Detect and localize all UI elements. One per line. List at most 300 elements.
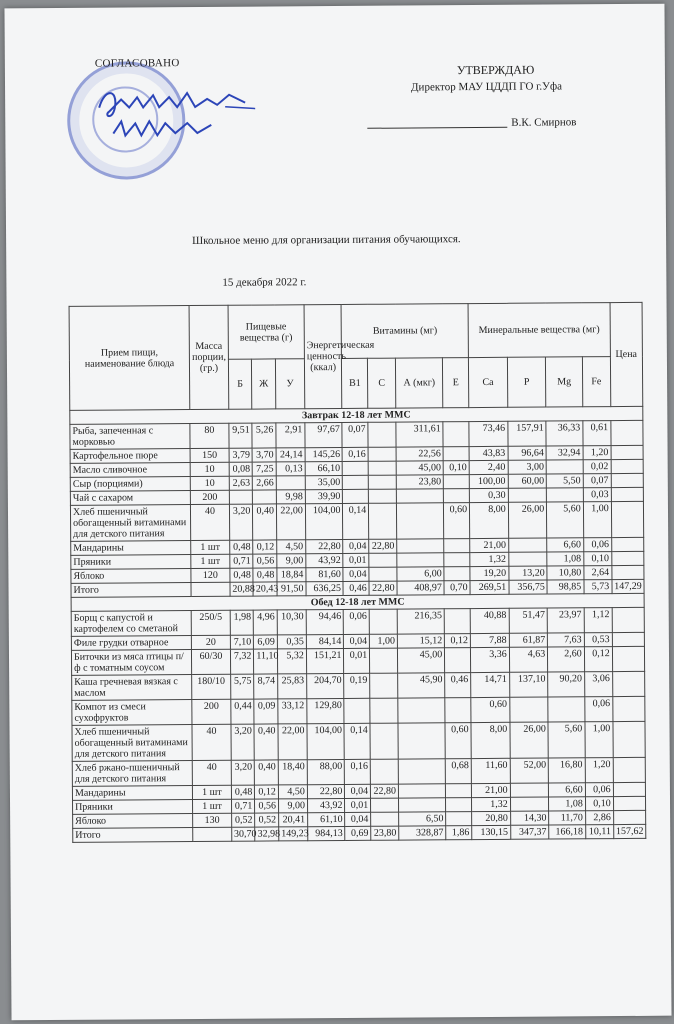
table-cell: 9,00 — [278, 799, 307, 813]
dish-name: Филе грудки отварное — [71, 636, 191, 651]
table-cell: 0,35 — [277, 635, 306, 649]
table-cell: 311,61 — [396, 422, 443, 447]
table-cell — [611, 551, 643, 565]
table-cell: 0,61 — [583, 421, 611, 446]
table-cell: 98,85 — [547, 580, 584, 594]
dish-name: Борщ с капустой и картофелем со сметаной — [71, 611, 191, 637]
dish-name: Пряники — [73, 800, 193, 815]
table-cell — [371, 798, 399, 812]
table-cell: 147,29 — [612, 579, 644, 593]
table-cell: 20,41 — [279, 813, 308, 827]
table-cell — [446, 798, 472, 812]
table-cell: 157,62 — [613, 824, 645, 838]
table-cell — [445, 648, 471, 673]
dish-name: Каша гречневая вязкая с маслом — [72, 675, 192, 701]
table-cell: 157,91 — [508, 421, 547, 446]
col-meal-name: Прием пищи, наименование блюда — [69, 306, 190, 411]
dish-name: Яблоко — [71, 569, 191, 584]
table-cell: 0,12 — [445, 634, 471, 648]
table-cell: 0,06 — [583, 538, 611, 552]
table-cell — [397, 503, 444, 539]
table-cell — [613, 757, 645, 782]
table-cell: 22,80 — [369, 539, 397, 553]
table-cell: 6,00 — [397, 567, 444, 581]
table-cell: 40 — [192, 724, 231, 760]
table-cell — [446, 812, 472, 826]
table-cell — [369, 489, 397, 503]
table-cell: 43,92 — [307, 798, 345, 812]
table-cell: 22,80 — [306, 539, 344, 553]
table-cell — [508, 552, 547, 566]
table-cell — [613, 796, 645, 810]
table-cell: 43,83 — [469, 446, 508, 460]
table-cell: 0,48 — [229, 540, 253, 554]
table-cell: 0,52 — [231, 813, 255, 827]
signature-line — [367, 127, 507, 129]
table-cell: 4,96 — [254, 610, 278, 635]
table-cell: 636,25 — [306, 581, 344, 595]
col-a: А (мкг) — [396, 358, 444, 408]
table-cell — [444, 489, 470, 503]
table-cell — [397, 539, 444, 553]
table-cell: 2,64 — [584, 566, 612, 580]
table-cell: 0,04 — [345, 784, 371, 798]
table-cell: 0,10 — [584, 552, 612, 566]
table-cell: 2,86 — [585, 811, 613, 825]
table-cell: 14,71 — [471, 672, 510, 697]
table-cell: 60/30 — [192, 649, 231, 674]
table-cell — [445, 698, 471, 723]
table-cell — [612, 565, 644, 579]
table-cell — [612, 671, 644, 696]
table-cell — [369, 553, 397, 567]
table-cell: 26,00 — [510, 722, 549, 758]
table-cell: 0,07 — [342, 422, 368, 447]
table-cell: 23,80 — [371, 826, 399, 840]
table-cell — [546, 460, 583, 474]
agreed-label: СОГЛАСОВАНО — [94, 57, 180, 70]
table-cell: 4,50 — [278, 785, 307, 799]
table-cell — [371, 812, 399, 826]
table-cell — [370, 648, 398, 673]
table-cell: 91,50 — [277, 582, 306, 596]
table-cell — [370, 759, 398, 784]
table-cell: 33,12 — [278, 699, 307, 724]
table-cell: 0,40 — [254, 724, 278, 760]
table-cell: 7,88 — [470, 633, 509, 647]
table-cell — [344, 698, 370, 723]
table-cell: 97,67 — [305, 422, 343, 447]
col-c: С — [368, 358, 396, 408]
table-cell: 0,16 — [343, 447, 369, 461]
table-cell: 26,00 — [508, 502, 547, 538]
table-cell: 1,08 — [547, 552, 584, 566]
table-cell: 6,09 — [254, 635, 278, 649]
table-cell — [396, 489, 443, 503]
table-cell: 0,40 — [255, 760, 279, 785]
col-b1: В1 — [342, 358, 368, 408]
table-cell: 13,20 — [509, 566, 548, 580]
section-title: Обед 12-18 лет ММС — [71, 593, 644, 611]
section-title: Завтрак 12-18 лет ММС — [70, 406, 643, 424]
table-cell: 1,12 — [584, 608, 612, 633]
table-cell: 5,26 — [252, 423, 276, 448]
table-cell: 2,60 — [548, 647, 585, 672]
table-cell: 104,00 — [307, 723, 345, 759]
table-cell: 45,00 — [396, 461, 443, 475]
table-cell: 0,60 — [471, 697, 510, 722]
table-cell: 11,60 — [471, 758, 510, 783]
table-cell: 21,00 — [470, 538, 509, 552]
col-mass: Масса порции, (гр.) — [189, 305, 228, 409]
table-cell: 15,12 — [397, 634, 444, 648]
table-cell: 0,04 — [343, 539, 369, 553]
table-cell: 11,10 — [254, 649, 278, 674]
table-cell: 0,48 — [231, 785, 255, 799]
table-cell — [443, 422, 469, 447]
table-cell: 0,10 — [585, 797, 613, 811]
table-cell: 347,37 — [510, 825, 549, 839]
dish-name: Мандарины — [71, 541, 191, 556]
table-cell: 0,40 — [253, 504, 277, 540]
table-cell: 88,00 — [307, 759, 345, 784]
col-minerals: Минеральные вещества (мг) — [468, 303, 610, 358]
table-cell — [444, 567, 470, 581]
dish-name: Хлеб пшеничный обогащенный витаминами для детского питания — [72, 725, 192, 762]
table-cell: 216,35 — [397, 609, 444, 634]
table-cell: 0,12 — [255, 785, 279, 799]
table-cell: 94,46 — [306, 609, 344, 634]
table-cell: 22,00 — [278, 724, 307, 760]
col-p: P — [507, 357, 546, 407]
col-vitamins: Витамины (мг) — [342, 304, 469, 359]
table-cell: 120 — [191, 568, 230, 582]
table-cell: 45,90 — [398, 673, 445, 698]
dish-name: Компот из смеси сухофруктов — [72, 700, 192, 726]
table-cell: 1 шт — [191, 554, 230, 568]
table-cell: 32,94 — [546, 446, 583, 460]
dish-name: Итого — [71, 583, 191, 598]
table-cell: 0,60 — [445, 723, 471, 759]
table-cell — [369, 567, 397, 581]
director-name: В.К. Смирнов — [511, 116, 577, 129]
table-cell: 61,10 — [308, 812, 346, 826]
table-cell: 6,60 — [547, 538, 584, 552]
table-cell: 2,66 — [253, 476, 277, 490]
table-cell: 2,63 — [229, 476, 253, 490]
table-cell — [444, 609, 470, 634]
table-cell: 36,33 — [546, 421, 583, 446]
table-cell: 1 шт — [193, 799, 232, 813]
table-cell: 9,98 — [276, 490, 305, 504]
table-cell — [397, 553, 444, 567]
table-cell: 0,01 — [345, 798, 371, 812]
table-cell — [398, 723, 445, 759]
table-cell: 0,06 — [344, 609, 370, 634]
table-cell: 22,56 — [396, 447, 443, 461]
dish-name: Пряники — [71, 555, 191, 570]
table-cell: 25,83 — [278, 674, 307, 699]
table-cell: 10 — [190, 476, 229, 490]
table-cell: 7,32 — [230, 649, 254, 674]
table-cell: 18,40 — [278, 760, 307, 785]
dish-name: Итого — [73, 828, 193, 843]
table-cell: 20 — [192, 635, 231, 649]
col-ca: Ca — [469, 357, 508, 407]
table-cell: 0,52 — [255, 813, 279, 827]
table-cell — [444, 475, 470, 489]
table-cell: 145,26 — [305, 447, 343, 461]
table-cell: 3,20 — [231, 724, 255, 760]
dish-name: Картофельное пюре — [70, 449, 190, 464]
table-cell: 0,09 — [254, 699, 278, 724]
table-cell: 40 — [191, 504, 230, 540]
menu-table — [69, 302, 647, 843]
table-cell: 2,40 — [469, 460, 508, 474]
table-cell: 22,80 — [369, 581, 397, 595]
table-cell — [613, 810, 645, 824]
table-cell: 4,50 — [277, 540, 306, 554]
table-cell: 40,88 — [470, 608, 509, 633]
table-cell: 5,60 — [547, 502, 584, 538]
table-cell: 0,68 — [446, 759, 472, 784]
table-cell — [510, 797, 549, 811]
table-cell: 200 — [192, 699, 231, 724]
table-cell — [548, 697, 585, 722]
table-cell: 0,02 — [583, 460, 611, 474]
table-cell: 24,14 — [276, 448, 305, 462]
table-cell: 61,87 — [509, 633, 548, 647]
table-cell: 100,00 — [469, 474, 508, 488]
table-cell: 149,23 — [279, 827, 308, 841]
table-cell: 5,32 — [277, 649, 306, 674]
table-cell: 9,00 — [277, 554, 306, 568]
table-cell: 150 — [190, 448, 229, 462]
table-cell: 1,00 — [585, 722, 613, 758]
table-cell — [446, 784, 472, 798]
table-cell: 0,04 — [343, 567, 369, 581]
table-cell: 0,10 — [443, 461, 469, 475]
table-cell: 1,32 — [472, 797, 511, 811]
dish-name: Мандарины — [72, 786, 192, 801]
table-cell — [443, 447, 469, 461]
table-cell: 22,80 — [307, 784, 345, 798]
table-cell — [368, 475, 396, 489]
table-cell: 6,50 — [399, 812, 446, 826]
table-cell: 60,00 — [508, 474, 547, 488]
table-cell: 0,08 — [229, 462, 253, 476]
director-title: Директор МАУ ЦДДП ГО г.Уфа — [410, 80, 563, 94]
table-cell: 21,00 — [471, 783, 510, 797]
table-cell: 0,07 — [583, 474, 611, 488]
table-cell: 5,73 — [584, 580, 612, 594]
table-cell: 130 — [193, 813, 232, 827]
table-cell — [399, 798, 446, 812]
table-cell: 5,60 — [548, 722, 585, 758]
col-nutrients: Пищевые вещества (г) — [228, 305, 305, 360]
table-cell: 20,88 — [230, 582, 254, 596]
table-cell: 0,12 — [584, 647, 612, 672]
table-cell: 3,79 — [229, 448, 253, 462]
table-cell — [343, 461, 369, 475]
table-cell: 73,46 — [469, 421, 508, 446]
table-cell: 30,70 — [231, 827, 255, 841]
table-cell: 0,06 — [585, 697, 613, 722]
table-cell — [191, 582, 230, 596]
table-cell: 200 — [191, 490, 230, 504]
table-cell — [611, 459, 643, 473]
table-cell: 45,00 — [398, 648, 445, 673]
dish-name: Сыр (порциями) — [70, 477, 190, 492]
table-cell: 8,00 — [470, 502, 509, 538]
table-cell: 10,30 — [277, 610, 306, 635]
table-cell: 10,11 — [585, 825, 613, 839]
table-cell: 90,20 — [548, 672, 585, 697]
table-cell: 137,10 — [509, 672, 548, 697]
table-cell: 35,00 — [305, 475, 343, 489]
table-cell: 356,75 — [509, 580, 548, 594]
table-cell: 9,51 — [229, 423, 253, 448]
table-cell: 0,71 — [231, 799, 255, 813]
table-cell: 23,80 — [396, 475, 443, 489]
table-cell: 0,01 — [344, 648, 370, 673]
table-cell: 8,00 — [471, 722, 510, 758]
table-cell: 7,63 — [548, 633, 585, 647]
dish-name: Хлеб ржано-пшеничный для детского питания — [72, 761, 192, 787]
table-cell: 1,00 — [583, 502, 611, 538]
col-zh: Ж — [252, 359, 276, 409]
table-cell — [508, 538, 547, 552]
table-cell: 3,70 — [252, 448, 276, 462]
table-cell: 10 — [190, 462, 229, 476]
col-price: Цена — [610, 302, 643, 406]
table-cell: 104,00 — [305, 503, 343, 539]
table-cell — [611, 445, 643, 459]
table-cell — [611, 501, 644, 537]
document-title: Школьное меню для организации питания обучающихся. — [192, 233, 461, 248]
table-cell: 0,01 — [343, 553, 369, 567]
dish-name: Хлеб пшеничный обогащенный витаминами для детского питания — [70, 505, 190, 542]
col-mg: Mg — [546, 357, 583, 407]
table-cell: 5,50 — [547, 474, 584, 488]
table-cell: 14,30 — [510, 811, 549, 825]
table-cell — [370, 723, 398, 759]
table-cell: 1,20 — [583, 446, 611, 460]
table-cell: 40 — [192, 760, 231, 785]
table-cell — [368, 422, 396, 447]
table-cell: 66,10 — [305, 461, 343, 475]
table-cell: 1,98 — [230, 610, 254, 635]
table-cell: 1,08 — [549, 797, 586, 811]
table-cell: 0,71 — [230, 554, 254, 568]
table-cell: 7,10 — [230, 635, 254, 649]
document-date: 15 декабря 2022 г. — [222, 276, 307, 289]
table-cell: 328,87 — [399, 826, 446, 840]
table-cell: 0,46 — [343, 581, 369, 595]
table-cell: 1 шт — [191, 540, 230, 554]
table-cell: 52,00 — [510, 758, 549, 783]
table-cell — [611, 473, 643, 487]
table-cell: 0,44 — [231, 699, 255, 724]
table-cell: 0,03 — [583, 488, 611, 502]
table-cell: 0,04 — [345, 812, 371, 826]
table-cell: 6,60 — [549, 783, 586, 797]
col-b: Б — [228, 359, 252, 409]
table-cell: 10,80 — [547, 566, 584, 580]
table-cell: 166,18 — [549, 825, 586, 839]
table-cell: 84,14 — [306, 634, 344, 648]
table-cell — [611, 420, 643, 445]
handwritten-signature — [95, 76, 265, 147]
table-cell — [343, 489, 369, 503]
approved-label: УТВЕРЖДАЮ — [456, 62, 535, 78]
table-cell — [229, 490, 253, 504]
table-cell: 23,97 — [547, 608, 584, 633]
table-cell: 151,21 — [306, 648, 344, 673]
table-cell — [444, 553, 470, 567]
dish-name: Яблоко — [73, 814, 193, 829]
table-cell: 5,75 — [230, 674, 254, 699]
table-cell — [509, 697, 548, 722]
table-cell — [612, 696, 644, 721]
table-cell — [510, 783, 549, 797]
dish-name: Рыба, запеченная с морковью — [70, 424, 190, 450]
table-cell: 1,20 — [585, 758, 613, 783]
table-cell: 18,84 — [277, 568, 306, 582]
table-cell: 0,53 — [584, 633, 612, 647]
table-cell: 0,48 — [230, 568, 254, 582]
col-u: У — [275, 359, 304, 409]
table-cell: 0,14 — [344, 723, 370, 759]
table-cell: 80 — [190, 423, 229, 448]
table-cell — [368, 447, 396, 461]
col-e: Е — [443, 358, 469, 408]
table-cell: 0,04 — [344, 634, 370, 648]
table-row — [73, 824, 646, 842]
table-cell: 0,48 — [253, 568, 277, 582]
table-cell — [369, 609, 397, 634]
table-cell — [343, 475, 369, 489]
table-cell — [193, 827, 232, 841]
table-cell — [369, 503, 397, 539]
document-page — [4, 4, 671, 1021]
table-cell: 0,69 — [345, 826, 371, 840]
table-cell: 96,64 — [508, 446, 547, 460]
table-cell: 250/5 — [191, 610, 230, 635]
col-fe: Fe — [582, 357, 610, 407]
table-cell: 51,47 — [509, 608, 548, 633]
dish-name: Биточки из мяса птицы п/ф с томатным соусом — [71, 650, 191, 676]
table-cell: 1,00 — [370, 634, 398, 648]
table-cell — [547, 488, 584, 502]
table-cell: 269,51 — [470, 580, 509, 594]
table-cell — [398, 759, 445, 784]
table-cell — [611, 537, 643, 551]
dish-name: Чай с сахаром — [70, 491, 190, 506]
table-cell: 1,86 — [446, 826, 472, 840]
table-cell — [613, 721, 646, 757]
table-cell: 0,19 — [344, 673, 370, 698]
table-cell: 180/10 — [192, 674, 231, 699]
table-cell: 0,56 — [253, 554, 277, 568]
table-cell: 1,32 — [470, 552, 509, 566]
col-energy: Энергетическая ценность (ккал) — [304, 304, 342, 408]
table-cell: 0,56 — [255, 799, 279, 813]
table-cell — [612, 646, 644, 671]
table-cell: 2,91 — [276, 423, 305, 448]
table-cell: 19,20 — [470, 566, 509, 580]
table-cell: 130,15 — [472, 825, 511, 839]
